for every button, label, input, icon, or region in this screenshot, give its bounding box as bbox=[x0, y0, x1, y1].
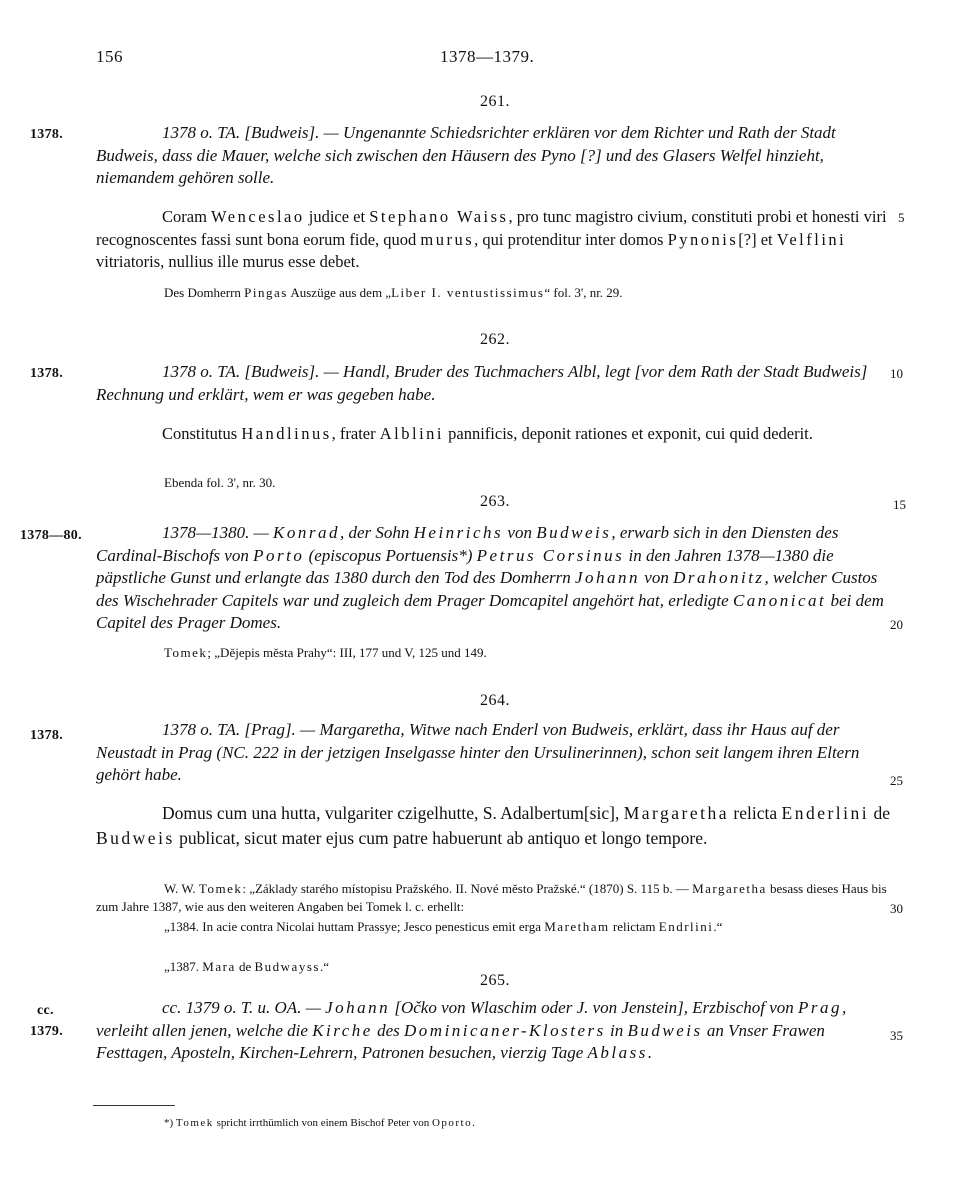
margin-date-265a: cc. bbox=[37, 1003, 54, 1018]
regest-text-261: Ungenannte Schiedsrichter erklären vor dem Richter und Rath der Stadt Budweis, dass die Mauer, welche sich zwischen den Häusern des Pyno [?] und des Glasers Welfel hinzieht, niemandem gehören solle. bbox=[96, 123, 836, 187]
quote-1387: „1387. Mara de Budwayss.“ bbox=[164, 959, 329, 974]
line-marker-15: 15 bbox=[893, 497, 906, 512]
source-note-262: Ebenda fol. 3', nr. 30. bbox=[164, 475, 276, 490]
margin-date-264: 1378. bbox=[30, 728, 63, 743]
line-marker-35: 35 bbox=[890, 1028, 903, 1043]
entry-number-265: 265. bbox=[480, 972, 510, 989]
regest-date-261: 1378 o. TA. [Budweis]. — bbox=[162, 123, 344, 142]
footnote-rule bbox=[93, 1105, 175, 1106]
regest-265: cc. 1379 o. T. u. OA. — Johann [Očko von Wlaschim oder J. von Jenstein], Erzbischof von Prag, verleiht allen jenen, welche die Kirche des Dominicaner-Klosters in Budweis an Vnser Frawen Festtagen, Aposteln, Kirchen-Lehrern, Patronen besuchen, vierzig Tage Ablass. bbox=[96, 998, 847, 1062]
document-text-261: Coram Wenceslao judice et Stephano Waiss, pro tunc magistro civium, constituti probi et honesti viri recognoscentes fassi sunt bona eorum fide, quod murus, qui protenditur inter domos Pynonis[?] et Velflini vitriatoris, nullius ille murus esse debet. bbox=[96, 207, 887, 271]
entry-number-263: 263. bbox=[480, 493, 510, 510]
quote-1384: „1384. In acie contra Nicolai huttam Prassye; Jesco penesticus emit erga Maretham relictam Endrlini.“ bbox=[164, 919, 723, 934]
margin-date-265b: 1379. bbox=[30, 1024, 63, 1039]
line-marker-30: 30 bbox=[890, 901, 903, 916]
document-text-264: Domus cum una hutta, vulgariter czigelhutte, S. Adalbertum[sic], Margaretha relicta Enderlini de Budweis publicat, sicut mater ejus cum patre habuerunt ab antiquo et longo tempore. bbox=[96, 803, 891, 848]
source-note-263: Tomek; „Dějepis města Prahy“: III, 177 und V, 125 und 149. bbox=[164, 645, 487, 660]
line-marker-5: 5 bbox=[898, 210, 905, 225]
document-text-262: Constitutus Handlinus, frater Alblini pannificis, deponit rationes et exponit, cui quid dederit. bbox=[162, 424, 813, 443]
line-marker-10: 10 bbox=[890, 366, 903, 381]
source-note-264: W. W. Tomek: „Základy starého místopisu Pražského. II. Nové město Pražské.“ (1870) S. 115 b. — Margaretha besass dieses Haus bis zum Jahre 1387, wie aus den weiteren Angaben bei Tomek l. c. erhellt: bbox=[96, 881, 887, 914]
entry-number-262: 262. bbox=[480, 331, 510, 348]
regest-264 bbox=[96, 719, 891, 787]
regest-date-264: 1378 o. TA. [Prag]. — bbox=[162, 720, 320, 739]
margin-date-261: 1378. bbox=[30, 127, 63, 142]
regest-date-262: 1378 o. TA. [Budweis]. — bbox=[162, 362, 344, 381]
regest-text-262: Handl, Bruder des Tuchmachers Albl, legt [vor dem Rath der Stadt Budweis] Rechnung und erklärt, wem er was gegeben habe. bbox=[96, 362, 868, 404]
line-marker-20: 20 bbox=[890, 617, 903, 632]
regest-text-264: Margaretha, Witwe nach Enderl von Budweis, erklärt, dass ihr Haus auf der Neustadt in Prag (NC. 222 in der jetzigen Inselgasse hinter den Ursulinerinnen), schon seit langem ihren Eltern gehört habe. bbox=[96, 720, 860, 784]
regest-262 bbox=[96, 361, 891, 406]
running-head-years: 1378—1379. bbox=[440, 47, 535, 66]
line-marker-25: 25 bbox=[890, 773, 903, 788]
regest-263: 1378—1380. — Konrad, der Sohn Heinrichs von Budweis, erwarb sich in den Diensten des Cardinal-Bischofs von Porto (episcopus Portuensis*) Petrus Corsinus in den Jahren 1378—1380 die päpstliche Gunst und erlangte das 1380 durch den Tod des Domherrn Johann von Drahonitz, welcher Custos des Wischehrader Capitels war und zugleich dem Prager Domcapitel angehört hat, erledigte Canonicat bei dem Capitel des Prager Domes. bbox=[96, 523, 884, 632]
entry-number-264: 264. bbox=[480, 692, 510, 709]
source-note-261: Des Domherrn Pingas Auszüge aus dem „Liber I. ventustissimus“ fol. 3', nr. 29. bbox=[164, 285, 623, 300]
regest-261 bbox=[96, 122, 891, 190]
margin-date-263: 1378—80. bbox=[20, 528, 82, 543]
footnote: *) Tomek spricht irrthümlich von einem Bischof Peter von Oporto. bbox=[164, 1117, 475, 1129]
page-number: 156 bbox=[96, 47, 123, 66]
margin-date-262: 1378. bbox=[30, 366, 63, 381]
entry-number-261: 261. bbox=[480, 93, 510, 110]
